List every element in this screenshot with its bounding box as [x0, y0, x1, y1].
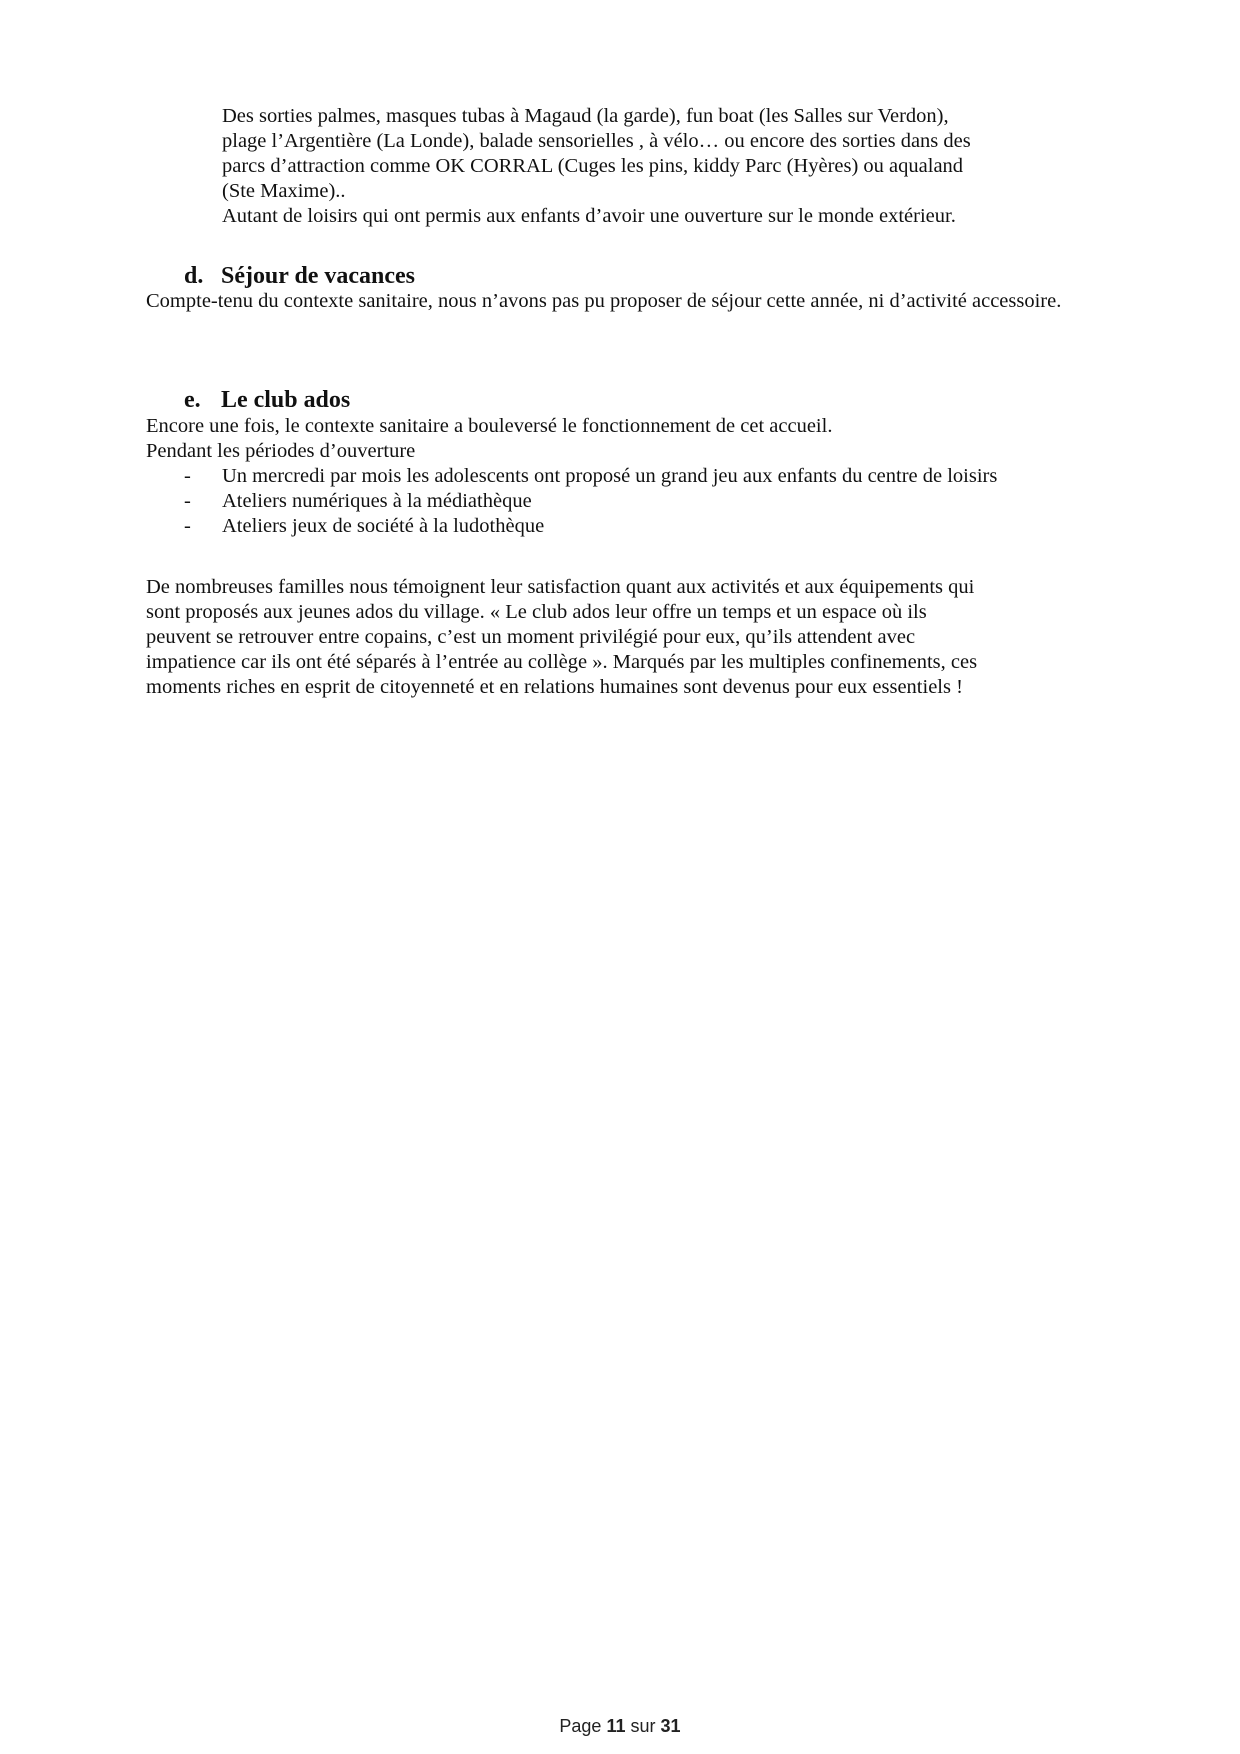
- club-ados-list: [146, 464, 1106, 539]
- list-item-text: Un mercredi par mois les adolescents ont proposé un grand jeu aux enfants du centre de loisirs: [222, 465, 998, 487]
- page-separator: sur: [630, 1716, 656, 1736]
- page-total: 31: [660, 1716, 681, 1736]
- dash-bullet: -: [184, 490, 191, 512]
- dash-bullet: -: [184, 465, 191, 487]
- section-e-line2: Pendant les périodes d’ouverture: [146, 440, 416, 462]
- intro-paragraph: [222, 104, 1102, 229]
- closing-line: peuvent se retrouver entre copains, c’est un moment privilégié pour eux, qu’ils attendent avec: [146, 626, 916, 648]
- section-e-marker: e.: [184, 387, 201, 413]
- list-item: [146, 489, 1106, 514]
- page-footer: [0, 1714, 1240, 1739]
- closing-line: sont proposés aux jeunes ados du village. « Le club ados leur offre un temps et un espace où ils: [146, 601, 927, 623]
- intro-line: plage l’Argentière (La Londe), balade sensorielles , à vélo… ou encore des sorties dans des: [222, 130, 971, 152]
- closing-line: impatience car ils ont été séparés à l’entrée au collège ». Marqués par les multiples confinements, ces: [146, 651, 978, 673]
- section-d-marker: d.: [184, 263, 204, 289]
- intro-line: Autant de loisirs qui ont permis aux enfants d’avoir une ouverture sur le monde extérieur.: [222, 205, 956, 227]
- section-e-heading: [184, 388, 350, 413]
- section-d-text: Compte-tenu du contexte sanitaire, nous n’avons pas pu proposer de séjour cette année, ni d’activité accessoire.: [146, 290, 1062, 312]
- section-d-heading: [184, 264, 415, 289]
- list-item: [146, 464, 1106, 489]
- intro-line: Des sorties palmes, masques tubas à Magaud (la garde), fun boat (les Salles sur Verdon),: [222, 105, 949, 127]
- dash-bullet: -: [184, 515, 191, 537]
- list-item-text: Ateliers jeux de société à la ludothèque: [222, 515, 545, 537]
- page-label: Page: [559, 1716, 602, 1736]
- section-d-title: Séjour de vacances: [221, 263, 415, 289]
- closing-line: De nombreuses familles nous témoignent leur satisfaction quant aux activités et aux équipements qui: [146, 576, 975, 598]
- closing-paragraph: [146, 575, 1092, 700]
- list-item-text: Ateliers numériques à la médiathèque: [222, 490, 532, 512]
- list-item: [146, 514, 1106, 539]
- section-e-title: Le club ados: [221, 387, 351, 413]
- page-current: 11: [606, 1716, 626, 1736]
- closing-line: moments riches en esprit de citoyenneté et en relations humaines sont devenus pour eux essentiels !: [146, 676, 963, 698]
- intro-line: parcs d’attraction comme OK CORRAL (Cuges les pins, kiddy Parc (Hyères) ou aqualand: [222, 155, 964, 177]
- section-e-line1: Encore une fois, le contexte sanitaire a bouleversé le fonctionnement de cet accueil.: [146, 415, 833, 437]
- intro-line: (Ste Maxime)..: [222, 180, 346, 202]
